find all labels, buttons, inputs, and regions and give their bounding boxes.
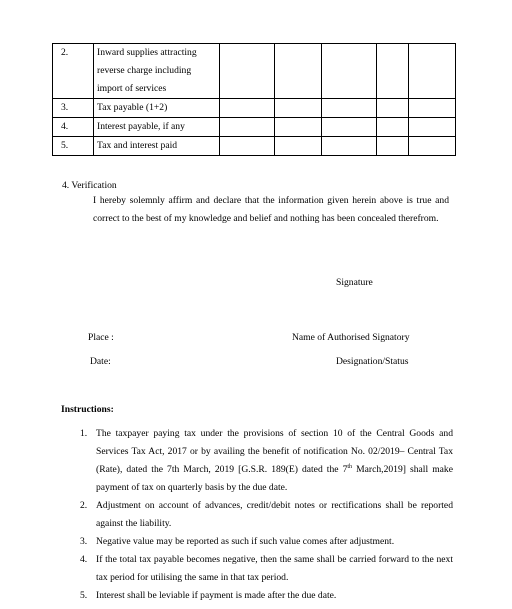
table-cell [220, 99, 275, 118]
table-cell [377, 137, 409, 156]
table-cell [322, 99, 377, 118]
instructions-list [80, 425, 453, 605]
table-cell [275, 99, 322, 118]
table-cell [409, 44, 456, 99]
verification-heading: 4. Verification [62, 180, 117, 191]
table-cell [275, 44, 322, 99]
item-number: 1. [80, 428, 88, 439]
table-cell [409, 137, 456, 156]
row-description: Inward supplies attracting reverse charge including import of services [94, 44, 220, 99]
verification-text: I hereby solemnly affirm and declare that the information given herein above is true and correct to the best of my knowledge and belief and nothing has been concealed therefrom. [93, 195, 449, 224]
item-text: Negative value may be reported as such if such value comes after adjustment. [96, 536, 395, 547]
table-cell [377, 44, 409, 99]
table-cell [275, 118, 322, 137]
item-number: 2. [80, 500, 88, 511]
signatory-name-label: Name of Authorised Signatory [292, 332, 410, 343]
item-number: 3. [80, 536, 88, 547]
item-text: March,2019] shall make payment of tax on quarterly basis by the due date. [96, 464, 453, 493]
place-label: Place : [88, 332, 114, 343]
row-description: Interest payable, if any [94, 118, 220, 137]
item-text: If the total tax payable becomes negative, then the same shall be carried forward to the next tax period for utilising the same in that tax period. [96, 554, 453, 583]
table-row [53, 44, 456, 99]
row-number: 5. [53, 137, 94, 156]
list-item [80, 551, 453, 587]
row-description: Tax payable (1+2) [94, 99, 220, 118]
table-cell [322, 44, 377, 99]
row-number: 2. [53, 44, 94, 99]
table-cell [322, 118, 377, 137]
tax-summary-table [52, 43, 456, 156]
table-cell [409, 118, 456, 137]
list-item [80, 587, 453, 605]
row-number: 4. [53, 118, 94, 137]
item-text: The taxpayer paying tax under the provisions of section 10 of the Central Goods and Services Tax Act, 2017 or by availing the benefit of notification No. 02/2019– Central Tax (Rate), dated the 7th March, 2019 [G.S.R. 189(E) dated the 7 [96, 428, 453, 475]
table-row [53, 137, 456, 156]
item-number: 4. [80, 554, 88, 565]
table-cell [377, 99, 409, 118]
table-cell [220, 44, 275, 99]
table-row [53, 99, 456, 118]
table-cell [220, 118, 275, 137]
instructions-heading: Instructions: [61, 404, 114, 415]
superscript: th [347, 463, 353, 470]
table-cell [409, 99, 456, 118]
item-text: Interest shall be leviable if payment is made after the due date. [96, 590, 337, 601]
row-number: 3. [53, 99, 94, 118]
table-cell [377, 118, 409, 137]
list-item [80, 425, 453, 497]
list-item [80, 497, 453, 533]
table-cell [275, 137, 322, 156]
signature-label: Signature [336, 277, 373, 288]
table-cell [322, 137, 377, 156]
table-row [53, 118, 456, 137]
designation-label: Designation/Status [336, 356, 409, 367]
date-label: Date: [90, 356, 111, 367]
item-text: Adjustment on account of advances, credit/debit notes or rectifications shall be reported against the liability. [96, 500, 453, 529]
row-description: Tax and interest paid [94, 137, 220, 156]
item-number: 5. [80, 590, 88, 601]
list-item [80, 533, 453, 551]
table-cell [220, 137, 275, 156]
